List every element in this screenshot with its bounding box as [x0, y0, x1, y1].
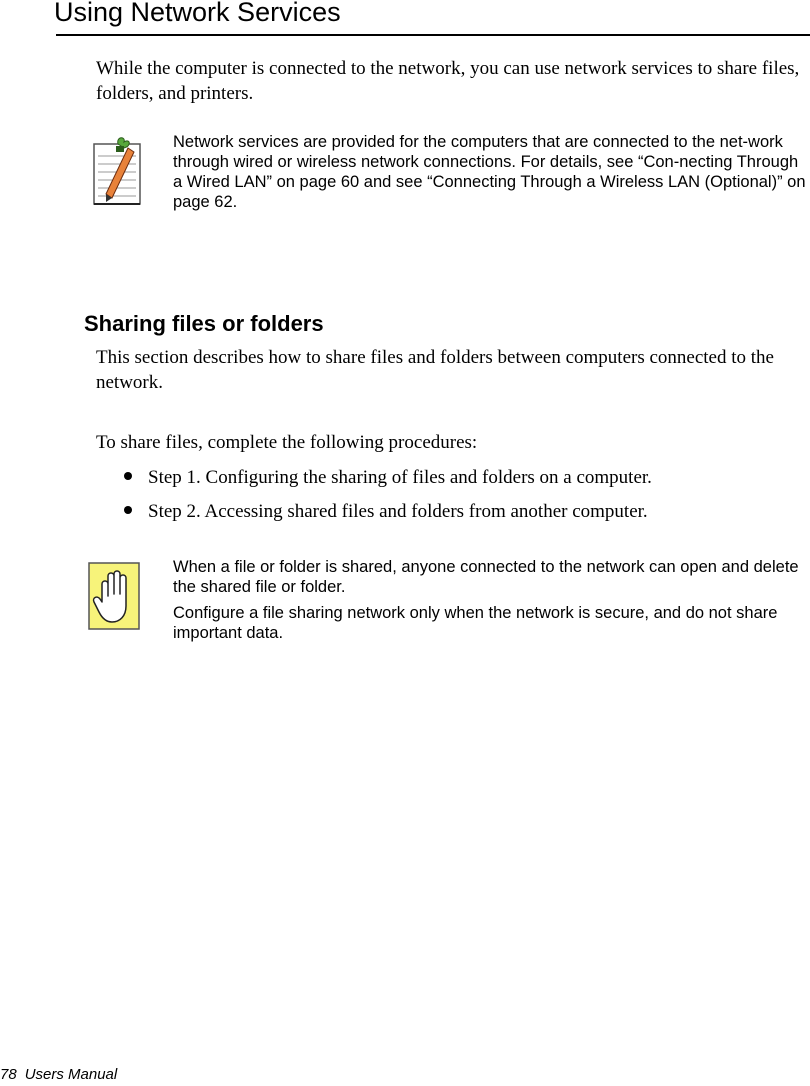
hand-stop-icon [88, 562, 140, 630]
intro-paragraph: While the computer is connected to the network, you can use network services to share files, folders, and printers. [96, 58, 800, 104]
procedure-intro: To share files, complete the following procedures: [96, 432, 478, 453]
note-text: Network services are provided for the computers that are connected to the net-work through wired or wireless network connections. For details, see “Con-necting Through a Wired LAN” on page 60 and see “Connecting Through a Wireless LAN (Optional)” on page 62. [173, 133, 806, 211]
bullet-icon [124, 472, 132, 480]
section-description: This section describes how to share files and folders between computers connected to the network. [96, 347, 774, 393]
note-pencil-icon [88, 136, 144, 208]
page-number: 78 [0, 1066, 17, 1083]
step-text: Step 2. Accessing shared files and folders from another computer. [148, 501, 648, 522]
manual-title: Users Manual [24, 1066, 118, 1083]
list-item [124, 465, 804, 490]
title-rule [56, 34, 810, 36]
list-item [124, 499, 804, 524]
section-title: Sharing files or folders [84, 311, 324, 336]
page-footer [0, 1066, 117, 1084]
steps-list [124, 465, 804, 533]
warning-paragraph: Configure a file sharing network only when the network is secure, and do not share important data. [173, 604, 778, 642]
warning-text [173, 557, 810, 649]
step-text: Step 1. Configuring the sharing of files and folders on a computer. [148, 467, 652, 488]
warning-paragraph: When a file or folder is shared, anyone connected to the network can open and delete the shared file or folder. [173, 558, 799, 596]
page-title: Using Network Services [54, 0, 341, 27]
bullet-icon [124, 506, 132, 514]
